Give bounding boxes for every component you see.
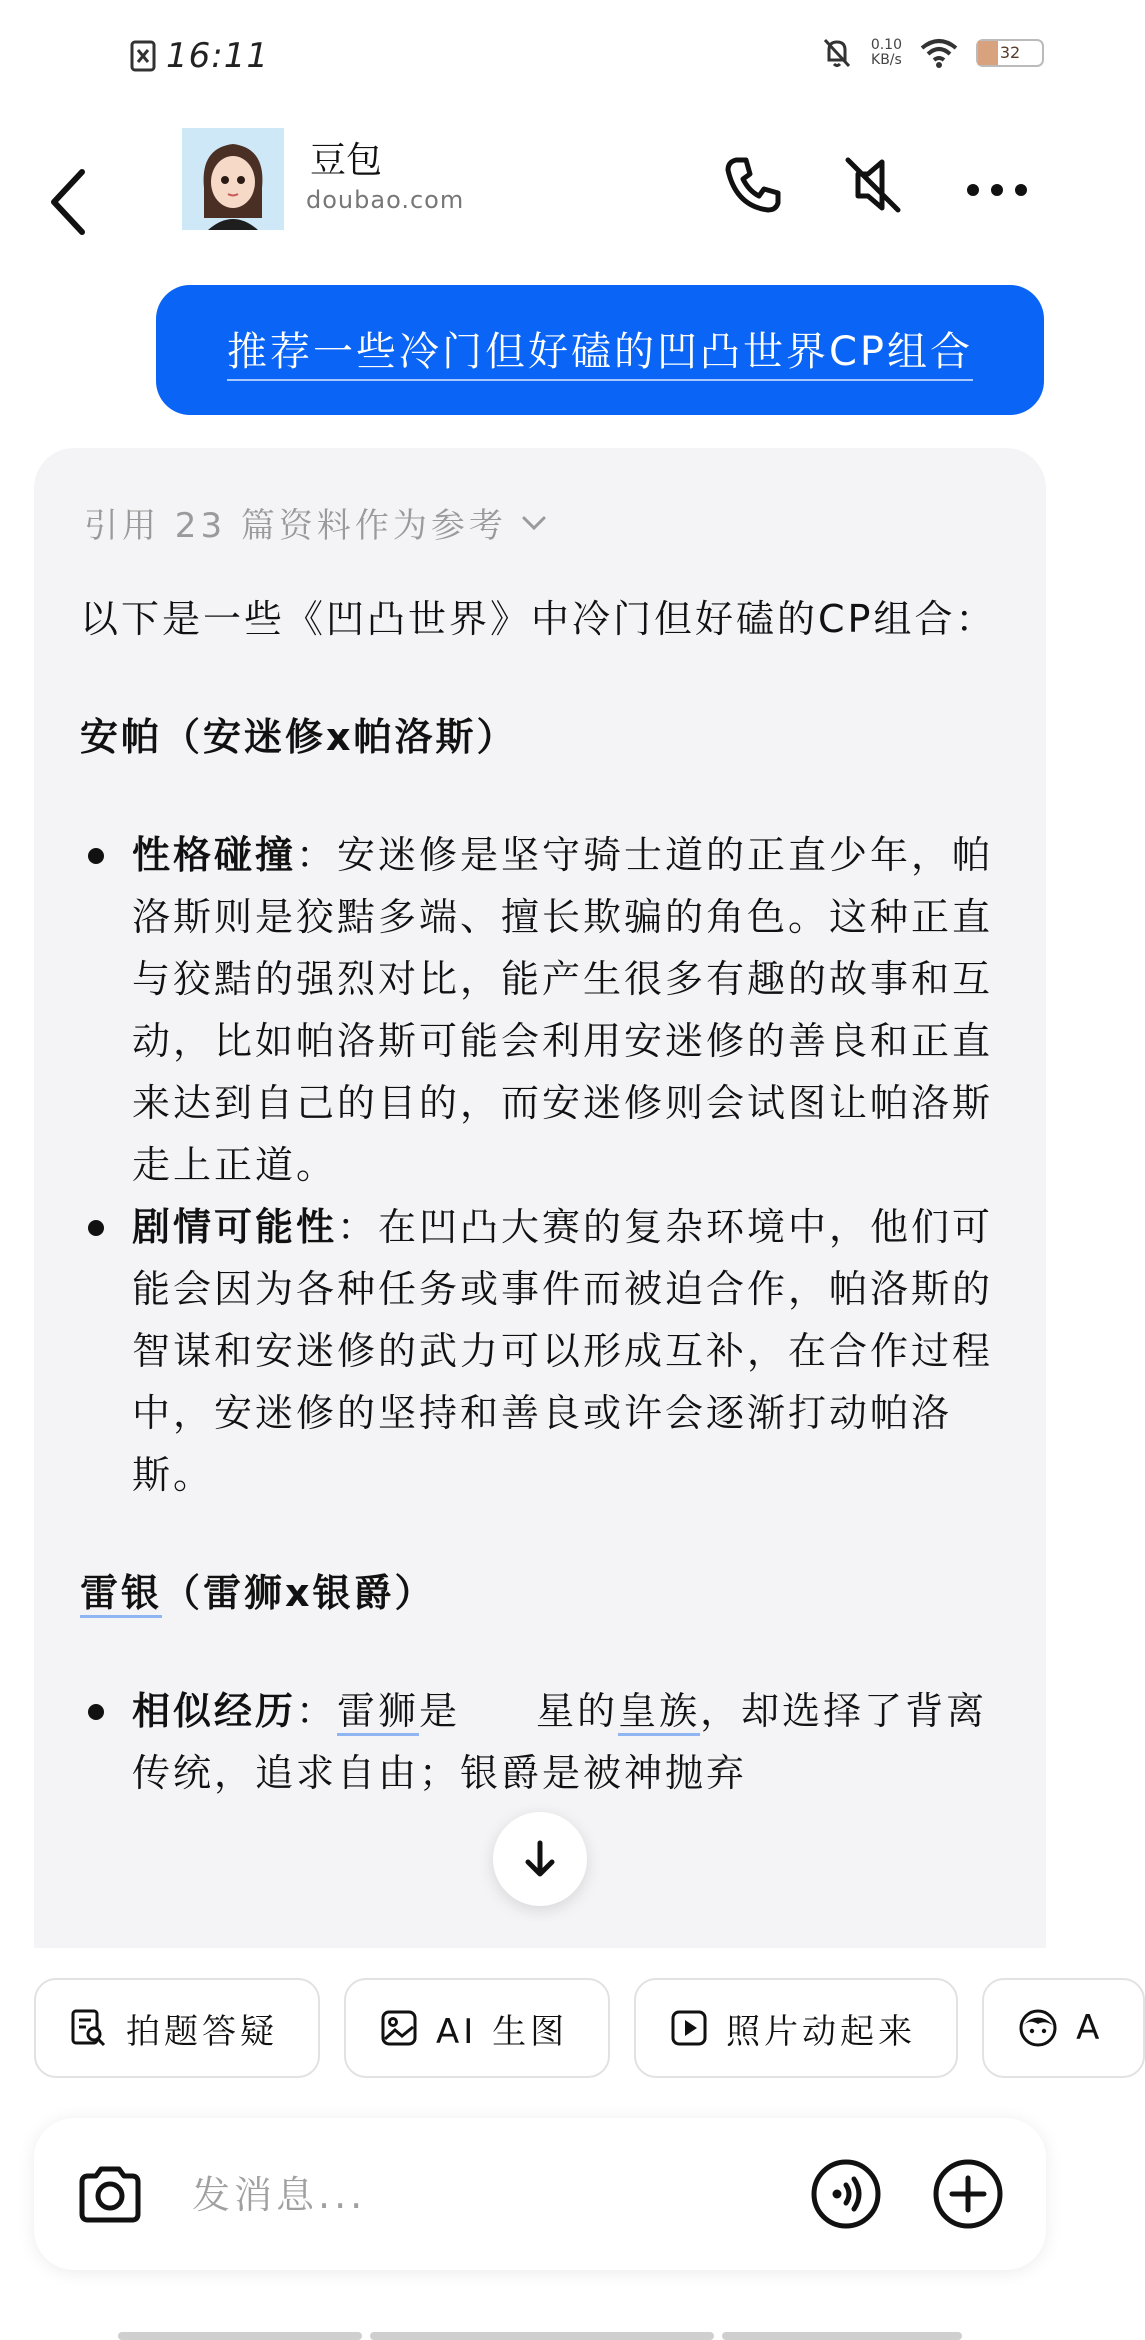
chip-label: A	[1076, 2008, 1104, 2048]
net-speed-unit: KB/s	[871, 52, 902, 68]
voice-call-icon[interactable]	[810, 2158, 882, 2230]
reference-text: 引用 23 篇资料作为参考	[84, 506, 507, 546]
quick-action-chips	[34, 1978, 1104, 2082]
gesture-bar	[118, 2332, 962, 2340]
chevron-down-icon	[517, 506, 551, 540]
chip-label: 照片动起来	[726, 2011, 917, 2052]
bot-domain: doubao.com	[306, 186, 465, 214]
chip-label: 拍题答疑	[126, 2011, 278, 2052]
answer-content	[80, 588, 1020, 1804]
chip-label: AI 生图	[436, 2011, 569, 2052]
chip-photo-question[interactable]	[34, 1978, 320, 2078]
camera-icon[interactable]	[74, 2158, 146, 2230]
chip-avatar[interactable]	[982, 1978, 1145, 2078]
list-item-text: ：在凹凸大赛的复杂环境中，他们可能会因为各种任务或事件而被迫合作，帕洛斯的智谋和安迷修的武力可以形成互补，在合作过程中，安迷修的坚持和善良或许会逐渐打动帕洛斯。	[132, 1205, 994, 1497]
chat-header	[0, 120, 1080, 280]
net-speed	[871, 38, 902, 68]
section-list	[80, 824, 1020, 1506]
reference-toggle[interactable]	[84, 498, 551, 547]
image-icon	[380, 2009, 418, 2047]
section-title-link[interactable]: 雷银	[80, 1571, 162, 1618]
wifi-icon	[920, 38, 958, 68]
speaker-mute-icon[interactable]	[838, 150, 908, 220]
inline-link[interactable]: 雷狮	[337, 1689, 419, 1736]
message-input[interactable]: 发消息...	[192, 2173, 367, 2217]
gesture-bar-segment	[370, 2332, 714, 2340]
list-item-text: ：	[296, 1689, 338, 1733]
user-message-bubble[interactable]	[156, 285, 1044, 415]
battery-icon	[976, 39, 1044, 67]
answer-intro: 以下是一些《凹凸世界》中冷门但好磕的CP组合：	[80, 597, 997, 641]
chip-animate-photo[interactable]	[634, 1978, 958, 2078]
list-item-text: ：安迷修是坚守骑士道的正直少年，帕洛斯则是狡黠多端、擅长欺骗的角色。这种正直与狡黠的强烈对比，能产生很多有趣的故事和互动，比如帕洛斯可能会利用安迷修的善良和正直来达到自己的目的，而安迷修则会试图让帕洛斯走上正道。	[132, 833, 994, 1187]
list-item	[80, 1680, 1020, 1804]
list-item	[80, 1196, 1020, 1506]
plus-icon[interactable]	[932, 2158, 1004, 2230]
section-title	[80, 1562, 1020, 1624]
bot-name: 豆包	[310, 140, 383, 181]
list-item-text: 星的	[536, 1689, 619, 1733]
section-title: 安帕（安迷修x帕洛斯）	[80, 715, 518, 759]
inline-link[interactable]: 皇族	[618, 1689, 700, 1736]
avatar-face-icon	[1018, 2008, 1058, 2048]
net-speed-value: 0.10	[870, 37, 902, 53]
message-composer	[34, 2118, 1046, 2270]
chip-ai-image[interactable]	[344, 1978, 610, 2078]
assistant-answer-card	[34, 448, 1046, 1948]
battery-level: 32	[999, 43, 1021, 62]
list-item-term: 剧情可能性	[132, 1205, 338, 1249]
list-item-term: 相似经历	[132, 1689, 297, 1733]
gesture-bar-segment	[118, 2332, 362, 2340]
list-item-text: 是	[419, 1689, 461, 1733]
list-item-term: 性格碰撞	[132, 833, 297, 877]
more-options-icon[interactable]	[962, 150, 1032, 220]
status-left	[130, 36, 269, 76]
list-item	[80, 824, 1020, 1196]
list-item-text: ，却选择了背离传统，追求自由；银爵是被神抛弃	[132, 1689, 988, 1795]
status-right	[821, 36, 1044, 70]
arrow-down-icon	[518, 1837, 562, 1881]
avatar-illustration	[182, 128, 284, 230]
mute-bell-icon	[821, 36, 853, 70]
section-title-rest: （雷狮x银爵）	[162, 1571, 436, 1615]
status-bar	[0, 0, 1080, 120]
scroll-to-bottom-button[interactable]	[493, 1812, 587, 1906]
phone-call-icon[interactable]	[718, 150, 788, 220]
back-arrow-icon[interactable]	[38, 150, 98, 250]
search-doc-icon	[70, 2008, 108, 2048]
user-message-text: 推荐一些冷门但好磕的凹凸世界CP组合	[227, 320, 973, 381]
bot-avatar[interactable]	[182, 128, 284, 230]
section-list	[80, 1680, 1020, 1804]
sim-card-icon	[130, 40, 156, 72]
gesture-bar-segment	[722, 2332, 962, 2340]
play-icon	[670, 2009, 708, 2047]
status-time: 16:11	[166, 36, 269, 76]
